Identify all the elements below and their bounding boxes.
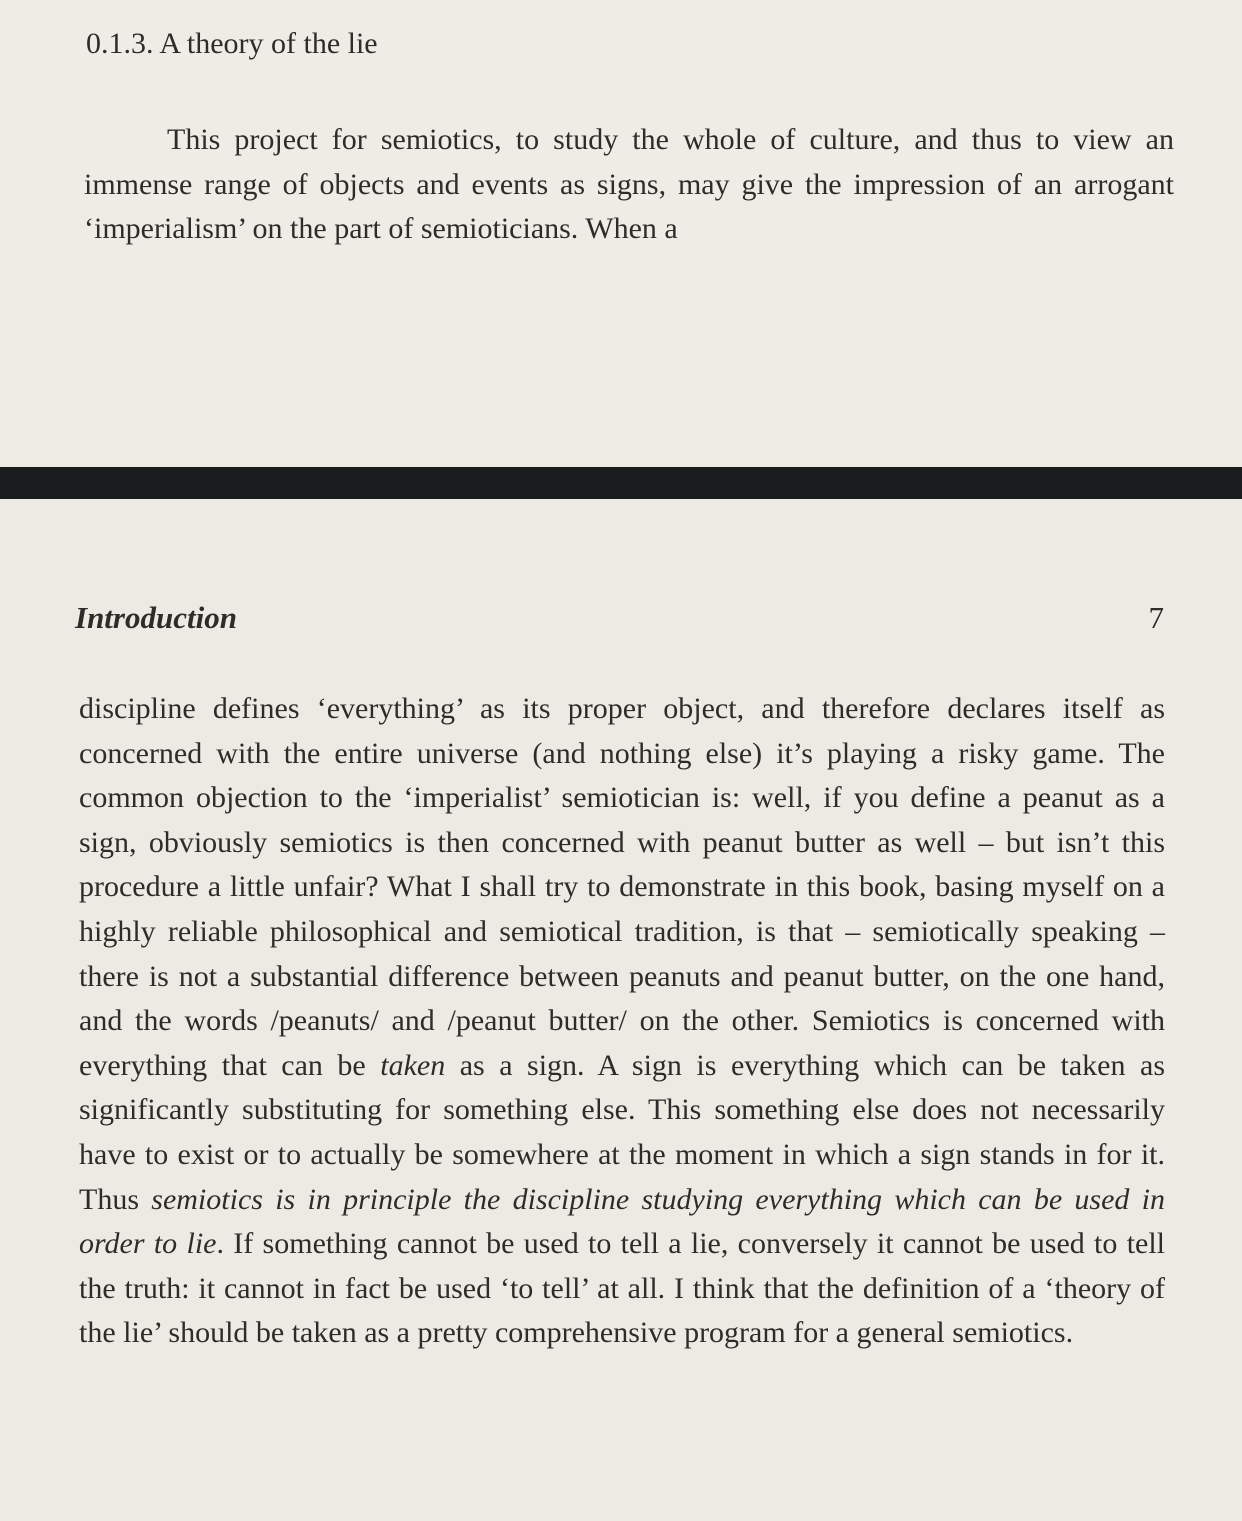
emphasis-taken: taken [380, 1048, 446, 1082]
top-paragraph: This project for semiotics, to study the whole of culture, and thus to view an immense range of objects and events as signs, may give the impression of an arrogant ‘imperialism’ on the part of semioticians. When a [84, 123, 1174, 245]
body-text-part3: . If something cannot be used to tell a lie, conversely it cannot be used to tell the truth: it cannot in fact be used ‘to tell’ at all. I think that the definition of a ‘theory of the lie’ should be taken as a pretty comprehensive program for a general semiotics. [79, 1227, 1166, 1350]
body-text-part2: as a sign. A sign is everything which can be taken as significantly substituting for something else. This something else does not necessarily have to exist or to actually be somewhere at the moment in which a sign stands in for it. Thus [79, 1048, 1165, 1216]
body-text-part1: discipline defines ‘everything’ as its proper object, and therefore declares itself as concerned with the entire universe (and nothing else) it’s playing a risky game. The common objection to the ‘imperialist’ semiotician is: well, if you define a peanut as a sign, obviously semiotics is then concerned with peanut butter as well – but isn’t this procedure a little unfair? What I shall try to demonstrate in this book, basing myself on a highly reliable philosophical and semiotical tradition, is that – semiotically speaking – there is not a substantial difference between peanuts and peanut butter, on the one hand, and the words /peanuts/ and /peanut butter/ on the other. Semiotics is concerned with everything that can be [79, 692, 1165, 1082]
body-paragraph [79, 687, 1165, 1356]
emphasis-definition: semiotics is in principle the discipline studying everything which can be used in order to lie [79, 1182, 1166, 1261]
running-head: Introduction [75, 600, 237, 635]
bottom-page [0, 499, 1242, 1521]
page-number: 7 [1148, 600, 1164, 635]
page-divider [0, 467, 1242, 499]
top-page [0, 0, 1242, 467]
section-heading: 0.1.3. A theory of the lie [86, 27, 378, 60]
